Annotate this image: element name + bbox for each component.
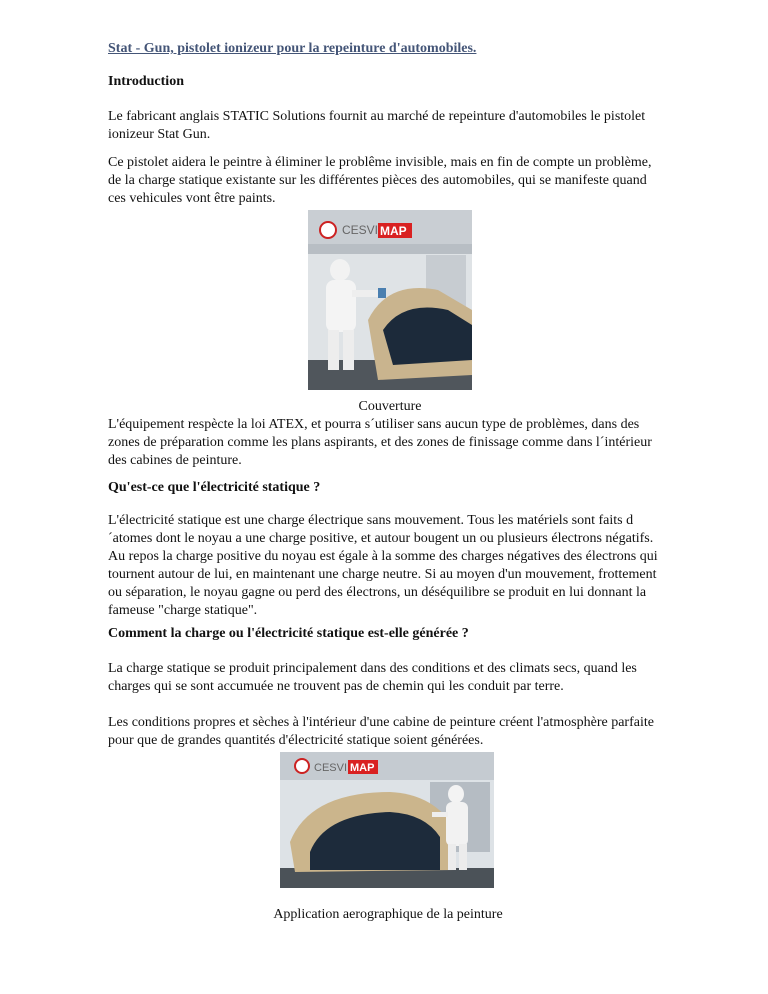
intro-heading: Introduction [108,74,184,89]
section-3-paragraph-2: Les conditions propres et sèches à l'intérieur d'une cabine de peinture créent l'atmosphère parfaite pour que de grandes quantités d'électricité statique soient générées. [108,715,654,748]
figure-2-logo-suffix: MAP [350,762,375,774]
figure-2-caption: Application aerographique de la peinture [273,907,503,922]
section-2-heading: Qu'est-ce que l'électricité statique ? [108,480,321,495]
figure-2-logo-prefix: CESVI [314,762,348,774]
figure-1-logo-prefix: CESVI [342,223,379,237]
section-3-heading: Comment la charge ou l'électricité statique est-elle générée ? [108,626,469,641]
figure-2-photo [280,752,494,888]
intro-paragraph-2: Ce pistolet aidera le peintre à éliminer le problême invisible, mais en fin de compte un problème, de la charge statique existante sur les différentes pièces des automobiles, qui se manifeste quand ces vehicules vont être paints. [108,155,652,206]
section-2-paragraph: L'électricité statique est une charge électrique sans mouvement. Tous les matériels sont faits d´atomes dont le noyau a une charge positive, et autour bougent un ou plusieurs électrons négatifs. Au repos la charge positive du noyau est égale à la somme des charges négatives des électrons qui tournent autour de lui, en maintenant une charge neutre. Si au moyen d'un mouvement, frottement ou séparation, le noyau gagne ou perd des électrons, un déséquilibre se produit en lui donnant la fameuse "charge statique". [108,513,658,618]
section-3-paragraph-1: La charge statique se produit principalement dans des conditions et des climats secs, quand les charges qui se sont accumuée ne trouvent pas de chemin qui les conduit par terre. [108,661,637,694]
figure-1-photo [308,210,472,390]
intro-paragraph-1: Le fabricant anglais STATIC Solutions fournit au marché de repeinture d'automobiles le pistolet ionizeur Stat Gun. [108,109,646,142]
document-title: Stat - Gun, pistolet ionizeur pour la repeinture d'automobiles. [108,41,477,56]
figure-1-logo-suffix: MAP [380,224,407,238]
figure-1-caption: Couverture [358,399,422,414]
atex-paragraph: L'équipement respècte la loi ATEX, et pourra s´utiliser sans aucun type de problèmes, dans des zones de préparation comme les plans aspirants, et des zones de finissage comme dans l´intérieur des cabines de peinture. [108,417,652,468]
